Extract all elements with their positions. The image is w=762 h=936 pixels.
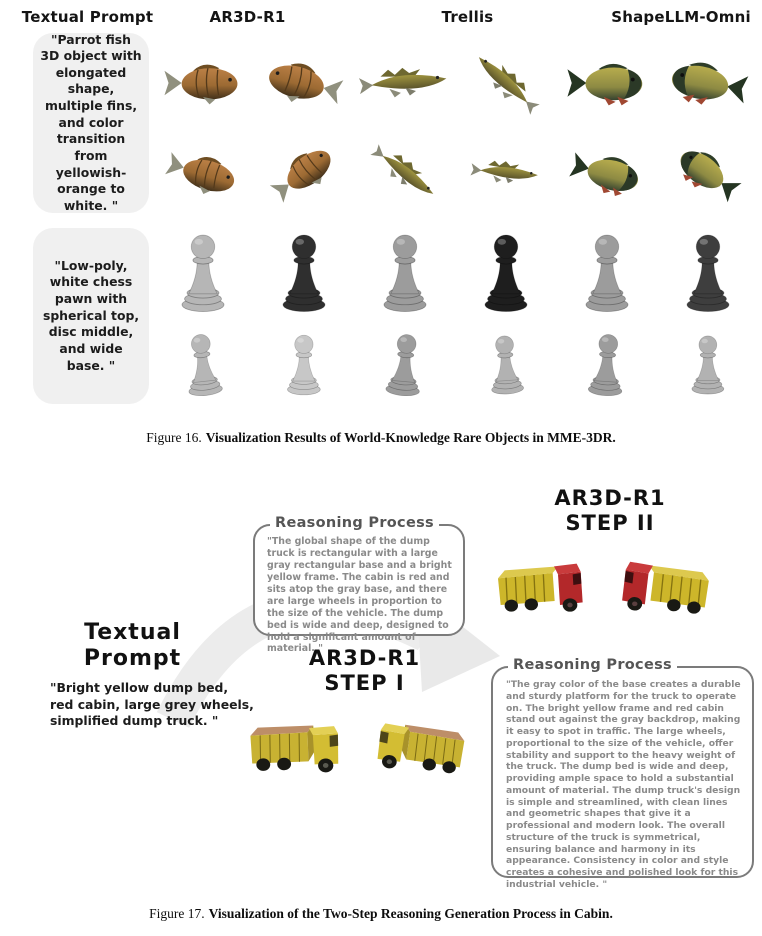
prompt-box-parrot-fish xyxy=(33,33,149,213)
render-trellis-fish-view2 xyxy=(446,24,565,142)
render-truck-step2-view1 xyxy=(494,554,594,618)
prompt-text-parrot-fish: "Parrot fish 3D object with elongated shape, multiple fins, and color transition from yellowish-orange to white. " xyxy=(40,31,142,213)
render-ar3d-pawn-view1 xyxy=(152,226,253,318)
reasoning-process-box-step1 xyxy=(253,515,465,655)
figure16-caption xyxy=(0,430,762,446)
col-header-textual-prompt: Textual Prompt xyxy=(21,8,154,26)
step2-title-line1: AR3D-R1 xyxy=(554,486,666,510)
render-trellis-pawn-view3 xyxy=(361,324,448,404)
render-trellis-fish-view1 xyxy=(351,35,458,132)
render-shapellm-pawn-view4 xyxy=(669,329,746,399)
step1-truck-renders xyxy=(246,710,472,778)
col-header-shapellm-omni: ShapeLLM-Omni xyxy=(611,8,751,26)
reasoning-box1-text: "The global shape of the dump truck is rectangular with a large gray rectangular base and a bright yellow frame. The cabin is red and sits atop the gray base, and there are large wheels in proportion to the size of the vehicle. The dump bed is wide and deep, designed to hold a significant amount of material. " xyxy=(267,536,452,655)
render-ar3d-fish-view3 xyxy=(144,118,261,228)
col-header-trellis: Trellis xyxy=(441,8,494,26)
col-header-ar3d-r1: AR3D-R1 xyxy=(209,8,286,26)
render-truck-step1-view2 xyxy=(364,709,472,779)
render-truck-step1-view1 xyxy=(245,708,351,780)
figure17-caption-title: Visualization of the Two-Step Reasoning Generation Process in Cabin. xyxy=(208,906,613,921)
render-shapellm-fish-view3 xyxy=(550,120,664,226)
reasoning-box2-title: Reasoning Process xyxy=(508,657,677,673)
fish-render-grid xyxy=(152,38,758,218)
render-shapellm-pawn-view2 xyxy=(657,226,758,318)
figure17-caption-label: Figure 17. xyxy=(149,906,205,921)
prompt-box-chess-pawn xyxy=(33,228,149,404)
render-trellis-pawn-view4 xyxy=(465,326,546,401)
render-shapellm-pawn-view1 xyxy=(556,226,657,318)
step1-title-line2: STEP I xyxy=(324,670,405,695)
reasoning-process-box-step2 xyxy=(491,657,754,891)
step1-title-line1: AR3D-R1 xyxy=(308,646,421,670)
render-shapellm-fish-view1 xyxy=(556,38,657,128)
render-shapellm-pawn-view3 xyxy=(564,324,650,403)
textual-prompt-title xyxy=(45,620,220,672)
figure16-caption-title: Visualization Results of World-Knowledge Rare Objects in MME-3DR. xyxy=(205,430,616,445)
render-trellis-pawn-view1 xyxy=(354,226,455,318)
render-trellis-fish-view4 xyxy=(460,132,550,214)
reasoning-box1-title: Reasoning Process xyxy=(270,515,439,531)
figure17-caption xyxy=(0,906,762,922)
step2-title xyxy=(520,486,700,536)
render-ar3d-pawn-view3 xyxy=(158,323,246,405)
render-truck-step2-view2 xyxy=(608,551,715,620)
pawn-render-grid xyxy=(152,226,758,410)
textual-prompt-title-line1: Textual xyxy=(84,620,181,645)
reasoning-box2-text: "The gray color of the base creates a durable and sturdy platform for the truck to operate on. The bright yellow frame and red cabin stand out against the gray backdrop, making it easy to spot in traffic. The large wheels, proportional to the size of the vehicle, offer stability and support to the heavy weight of the truck. The dump bed is wide and deep, providing ample space to hold a substantial amount of material. The dump truck's design is simple and streamlined, with clean lines and geometric shapes that give it a professional and modern look. The overall structure of the truck is symmetrical, ensuring balance and harmony in its appearance. Consistency in color and style creates a cohesive and polished look for this industrial vehicle. " xyxy=(506,679,741,891)
textual-prompt-title-line2: Prompt xyxy=(83,645,182,671)
prompt-text-chess-pawn: "Low-poly, white chess pawn with spherical top, disc middle, and wide base. " xyxy=(42,257,140,373)
step2-truck-renders xyxy=(494,554,714,618)
render-ar3d-fish-view1 xyxy=(152,38,253,128)
textual-prompt-text: "Bright yellow dump bed, red cabin, large grey wheels, simplified dump truck. " xyxy=(50,680,254,729)
figure16-caption-label: Figure 16. xyxy=(146,430,202,445)
render-ar3d-pawn-view2 xyxy=(253,226,354,318)
render-trellis-pawn-view2 xyxy=(455,226,556,318)
step2-title-line2: STEP II xyxy=(565,510,655,535)
render-ar3d-pawn-view4 xyxy=(264,328,343,400)
render-shapellm-fish-view2 xyxy=(650,30,762,136)
